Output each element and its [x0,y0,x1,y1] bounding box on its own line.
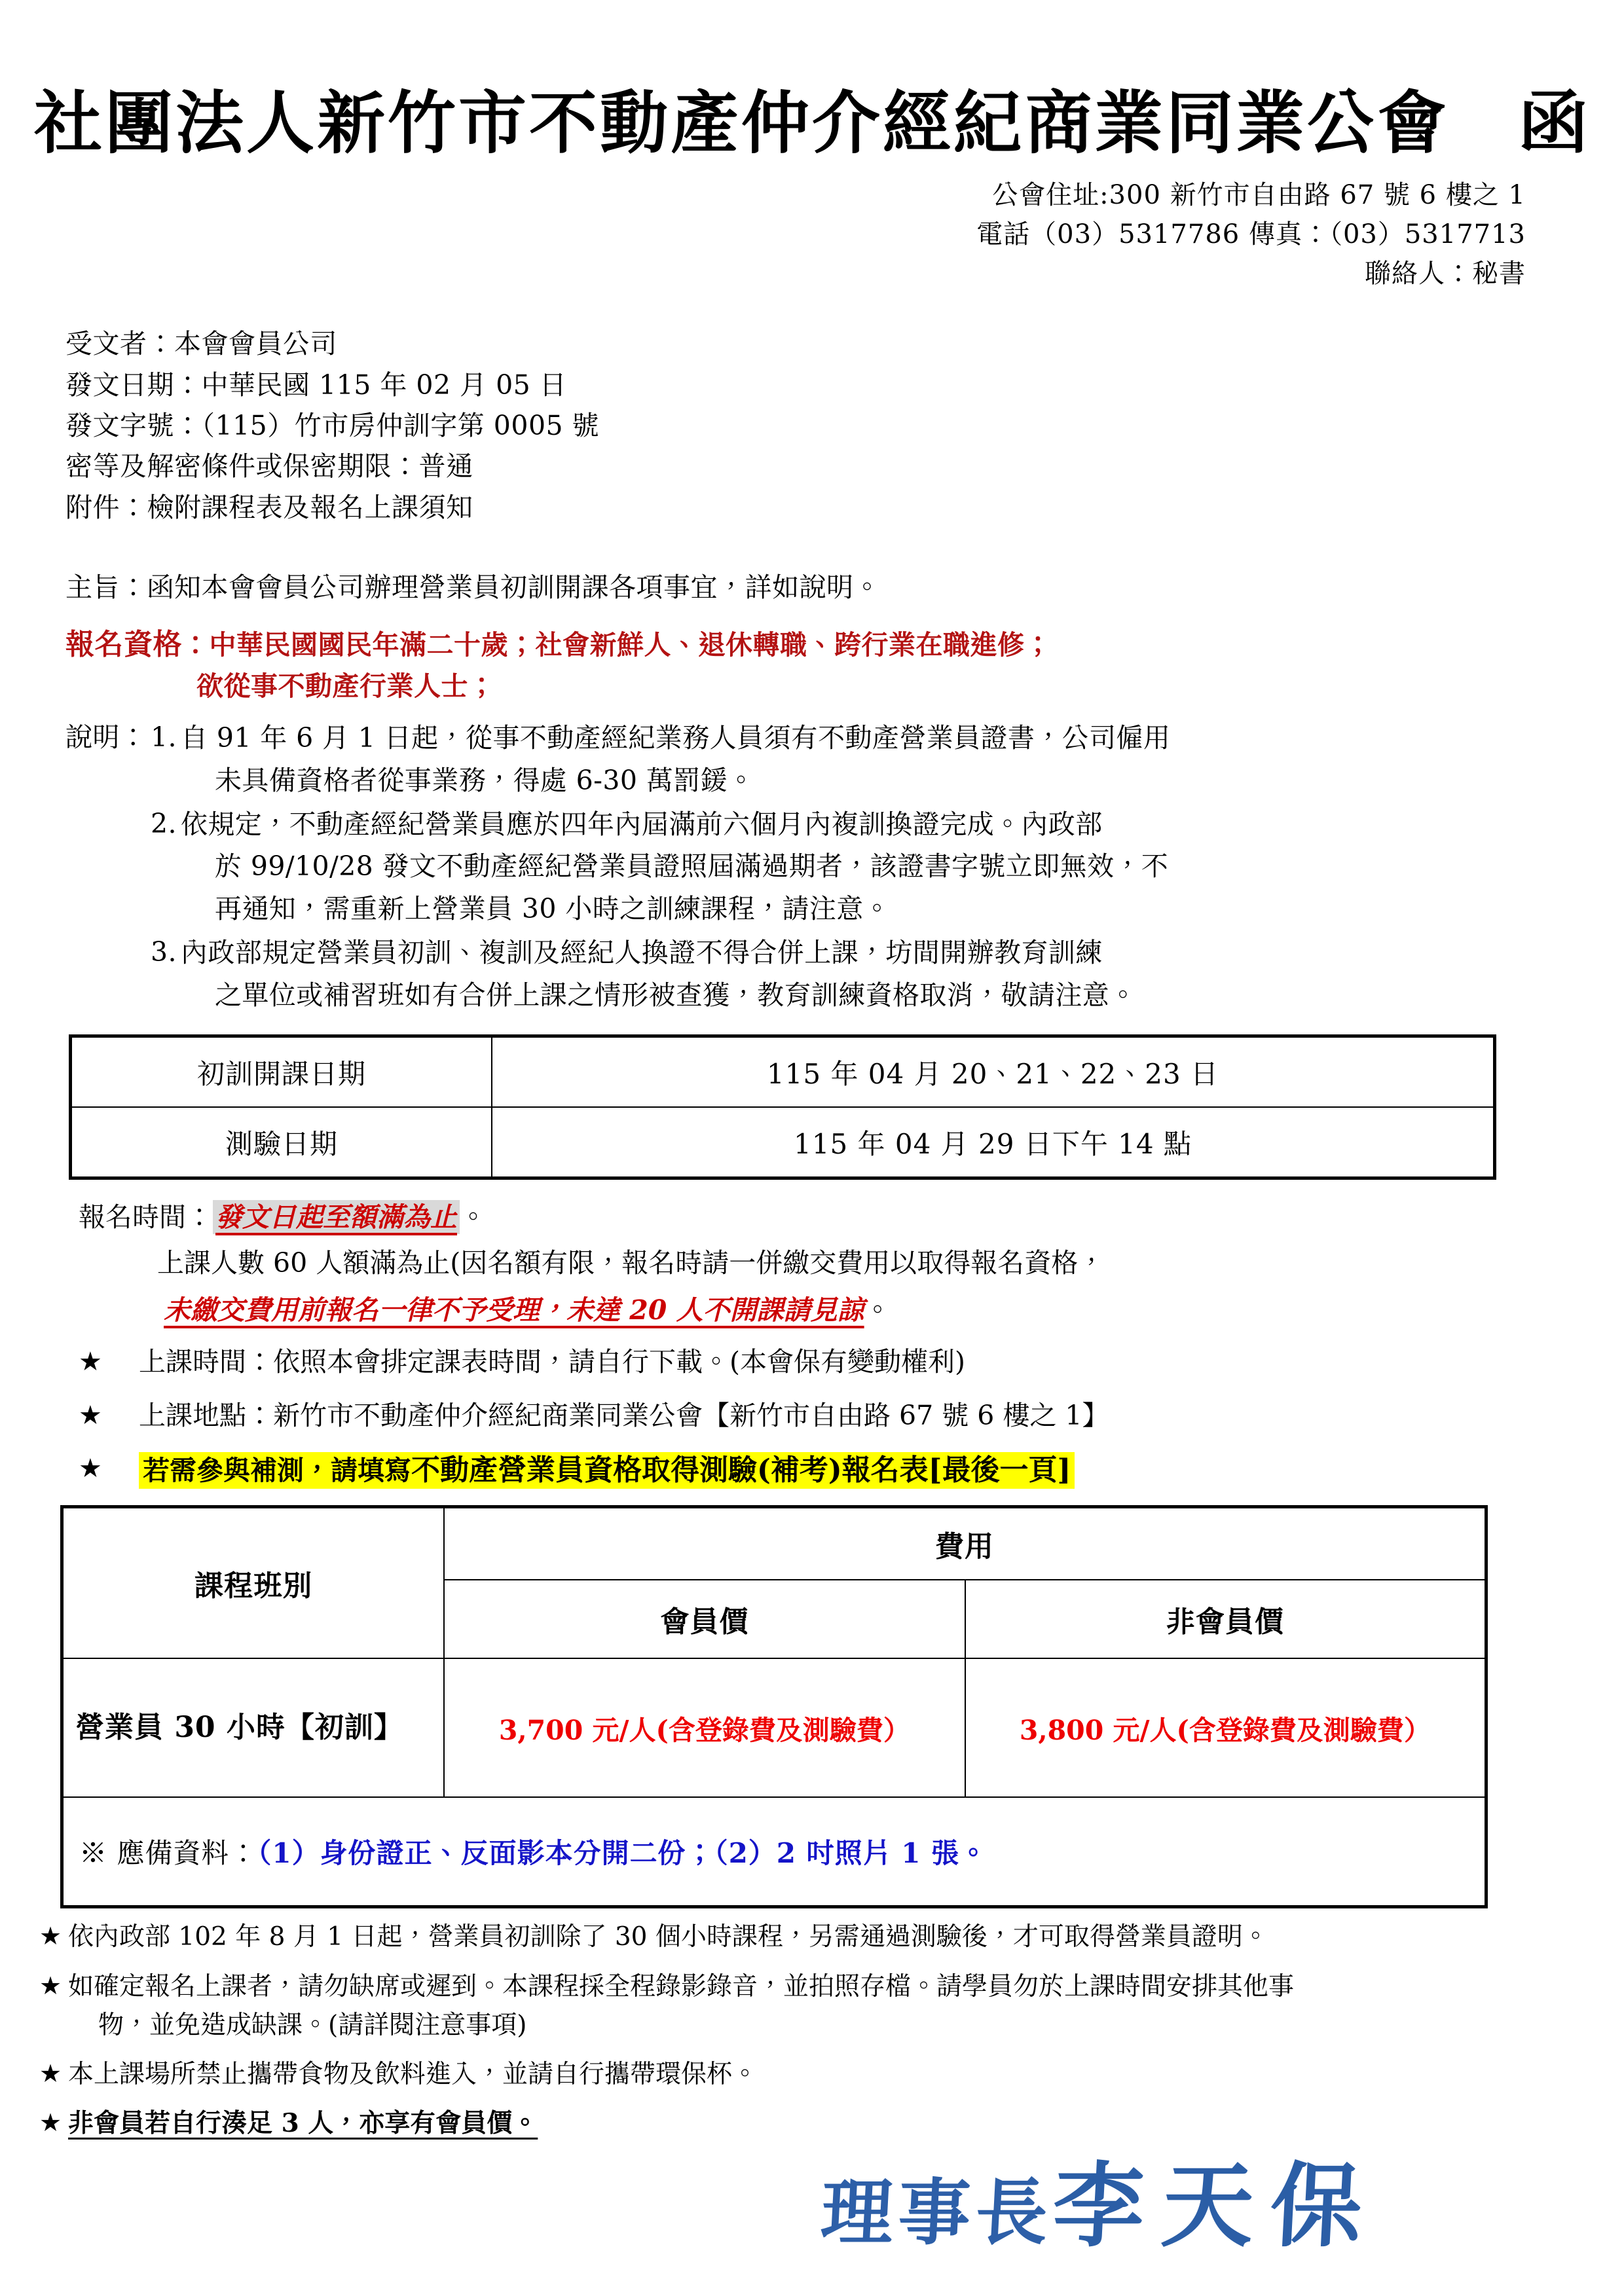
org-address: 公會住址:300 新竹市自由路 67 號 6 樓之 1 [992,180,1526,211]
fee-table-nonmember-price: 3,800 元/人(含登錄費及測驗費） [965,1658,1486,1797]
footer-note-line: 物，並免造成缺課。(請詳閱注意事項) [98,2010,527,2040]
table-row [62,1658,1486,1797]
explanation-label: 說明： [65,721,147,754]
fee-table-class-header: 課程班別 [62,1507,445,1659]
bullet-class-time [79,1342,1624,1383]
signature-title: 理事長 [819,2170,1056,2255]
star-icon: ★ [39,1922,62,1951]
footer-note-line: 依內政部 102 年 8 月 1 日起，營業員初訓除了 30 個小時課程，另需通過測驗後，才可取得營業員證明。 [68,1922,1268,1952]
fee-table-class-name: 營業員 30 小時【初訓】 [62,1658,445,1797]
registration-qualification [65,623,1565,707]
org-phone-fax: 電話（03）5317786 傳真：（03）5317713 [976,219,1526,250]
qualification-line-1: ：中華民國國民年滿二十歲；社會新鮮人、退休轉職、跨行業在職進修； [182,629,1052,661]
explanation-line: 之單位或補習班如有合併上課之情形被查獲，教育訓練資格取消，敬請注意。 [215,979,1137,1011]
star-icon: ★ [79,1400,102,1430]
registration-capacity-note: 上課人數 60 人額滿為止(因名額有限，報名時請一併繳交費用以取得報名資格， [157,1247,1105,1279]
registration-payment-warning: 未繳交費用前報名一律不予受理，未達 20 人不開課請見諒 [164,1294,864,1326]
footer-notes [0,1918,1624,2143]
required-documents-label: ※ 應備資料： [79,1837,258,1870]
table-row [71,1107,1495,1178]
schedule-row-label: 測驗日期 [71,1107,492,1178]
explanation-items [151,717,1565,1016]
bullet-text: 上課時間：依照本會排定課表時間，請自行下載。(本會保有變動權利) [139,1346,965,1378]
explanation-item [151,717,1565,802]
meta-document-number: 發文字號：（115）竹市房仲訓字第 0005 號 [65,410,600,442]
bullet-text [139,1449,1624,1492]
document-body [0,567,1624,1016]
explanation-line: 於 99/10/28 發文不動產經紀營業員證照屆滿過期者，該證書字號立即無效，不 [215,850,1169,883]
star-icon: ★ [39,1971,62,2000]
explanation-item-number: 1. [151,721,177,754]
subject-line: 主旨：函知本會會員公司辦理營業員初訓開課各項事宜，詳如說明。 [65,572,881,604]
star-icon: ★ [39,2108,62,2138]
bullet-retest-form [79,1449,1624,1492]
fee-table-required-documents [62,1797,1486,1907]
footer-note-text [68,1918,1585,1956]
footer-note-text [68,1967,1585,2045]
footer-note-line: 如確定報名上課者，請勿缺席或遲到。本課程採全程錄影錄音，並拍照存檔。請學員勿於上課時間安排其他事 [68,1971,1295,2001]
schedule-row-value: 115 年 04 月 29 日下午 14 點 [492,1107,1495,1178]
schedule-row-value: 115 年 04 月 20、21、22、23 日 [492,1036,1495,1108]
star-icon: ★ [39,2059,62,2088]
explanation-item-text [181,932,1565,1017]
bullet-text-emphasis: 不動產營業員資格取得測驗(補考)報名表[最後一頁] [411,1453,1071,1487]
explanation-item [151,803,1565,930]
fee-table-nonmember-header: 非會員價 [965,1580,1486,1658]
star-icon: ★ [79,1453,102,1484]
explanation-line: 再通知，需重新上營業員 30 小時之訓練課程，請注意。 [215,893,891,925]
registration-time-section [0,1197,1624,1332]
registration-payment-note-end: 。 [864,1294,891,1326]
star-icon: ★ [79,1347,102,1377]
table-row [62,1507,1486,1580]
footer-note [39,1967,1585,2045]
bullet-class-location [79,1396,1624,1436]
meta-classification: 密等及解密條件或保密期限：普通 [65,450,473,483]
meta-issue-date: 發文日期：中華民國 115 年 02 月 05 日 [65,369,567,401]
bullet-highlight [139,1452,1075,1489]
footer-note [39,1918,1585,1956]
star-bullet-list [0,1342,1624,1492]
explanation-item-number: 3. [151,936,177,968]
explanation-line: 依規定，不動產經紀營業員應於四年內屆滿前六個月內複訓換證完成。內政部 [181,808,1103,840]
explanation-section [65,717,1565,1016]
footer-note-text [68,2055,1585,2094]
signature-name: 李天保 [1050,2153,1382,2260]
explanation-line: 內政部規定營業員初訓、複訓及經紀人換證不得合併上課，坊間開辦教育訓練 [181,936,1103,968]
page-title: 社團法人新竹市不動產仲介經紀商業同業公會 函 [33,82,1590,163]
registration-payment-note [79,1290,1565,1332]
explanation-line: 未具備資格者從事業務，得處 6-30 萬罰鍰。 [215,764,755,796]
registration-period-end: 。 [460,1201,487,1233]
chairman-signature [819,2133,1384,2265]
footer-note-line: 非會員若自行湊足 3 人，亦享有會員價。 [68,2108,538,2139]
schedule-row-label: 初訓開課日期 [71,1036,492,1108]
registration-period-highlight: 發文日起至額滿為止 [213,1200,460,1234]
footer-note-line: 本上課場所禁止攜帶食物及飲料進入，並請自行攜帶環保杯。 [68,2060,758,2090]
bullet-text-prefix: 若需參與補測，請填寫 [143,1455,411,1487]
organization-contact-block [0,175,1624,293]
explanation-item [151,932,1565,1017]
fee-table-member-header: 會員價 [444,1580,965,1658]
schedule-table [69,1034,1496,1180]
table-row [62,1797,1486,1907]
meta-attachment: 附件：檢附課程表及報名上課須知 [65,491,473,523]
document-meta-block [0,323,1624,528]
registration-time-label: 報名時間： [79,1201,213,1233]
explanation-item-number: 2. [151,807,177,839]
qualification-label: 報名資格 [65,627,182,661]
fee-table-member-price: 3,700 元/人(含登錄費及測驗費） [444,1658,965,1797]
explanation-item-text [181,717,1565,802]
required-documents-list: （1）身份證正、反面影本分開二份；（2）2 吋照片 1 張。 [257,1837,988,1870]
footer-note [39,2055,1585,2094]
fee-table [60,1505,1488,1908]
bullet-text: 上課地點：新竹市不動產仲介經紀商業同業公會【新竹市自由路 67 號 6 樓之 1】 [139,1399,1109,1431]
qualification-line-2: 欲從事不動產行業人士； [196,670,496,702]
fee-table-fee-header: 費用 [444,1507,1486,1580]
meta-recipient: 受文者：本會會員公司 [65,328,337,360]
explanation-line: 自 91 年 6 月 1 日起，從事不動產經紀業務人員須有不動產營業員證書，公司僱用 [181,722,1171,754]
table-row [71,1036,1495,1108]
org-contact-person: 聯絡人：秘書 [1365,259,1526,289]
explanation-item-text [181,803,1565,930]
